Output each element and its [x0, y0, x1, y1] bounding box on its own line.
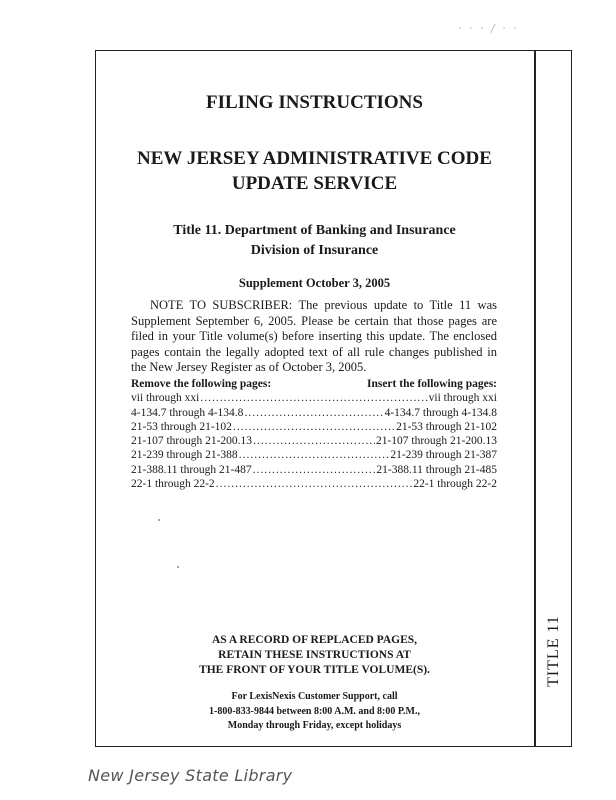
record-notice: [95, 633, 534, 678]
remove-range: vii through xxi: [131, 392, 200, 405]
remove-range: 21-388.11 through 21-487: [131, 463, 252, 476]
table-row: [131, 434, 497, 448]
dot-leader: [244, 406, 383, 420]
title-tab-strip: [534, 50, 572, 747]
insert-range: vii through xxi: [428, 392, 497, 405]
table-row: [131, 420, 497, 434]
code-title-line: NEW JERSEY ADMINISTRATIVE CODE: [137, 148, 492, 169]
table-row: [131, 448, 497, 462]
speck-mark: [177, 566, 179, 568]
dot-leader: [239, 448, 390, 462]
code-title-line: UPDATE SERVICE: [231, 173, 398, 194]
dot-leader: [233, 420, 395, 434]
page-heading: FILING INSTRUCTIONS: [206, 92, 423, 113]
title-line: Title 11. Department of Banking and Insurance: [173, 223, 456, 238]
insert-range: 4-134.7 through 4-134.8: [384, 406, 497, 419]
library-stamp: New Jersey State Library: [88, 766, 293, 785]
table-row: [131, 406, 497, 420]
speck-mark: [158, 519, 160, 521]
remove-range: 21-107 through 21-200.13: [131, 435, 253, 448]
support-notice: [95, 690, 534, 734]
insert-range: 21-388.11 through 21-485: [376, 463, 497, 476]
dot-leader: [253, 463, 376, 477]
remove-header: Remove the following pages:: [131, 378, 272, 390]
dot-leader: [253, 434, 375, 448]
table-row: [131, 391, 497, 405]
remove-range: 22-1 through 22-2: [131, 478, 215, 491]
support-notice-line: For LexisNexis Customer Support, call: [231, 691, 398, 702]
supplement-date: Supplement October 3, 2005: [238, 276, 391, 290]
title-tab-label: TITLE 11: [544, 615, 562, 687]
subscriber-note: NOTE TO SUBSCRIBER: The previous update to Title 11 was Supplement September 6, 2005. Please be certain that those pages are filed in your Title volume(s) before inserting this update. The enclosed pages contain the legally adopted text of all rule changes published in the New Jersey Register as of October 3, 2005.: [131, 298, 497, 374]
code-title: [95, 146, 534, 196]
dot-leader: [216, 477, 413, 491]
table-row: [131, 463, 497, 477]
support-notice-line: 1-800-833-9844 between 8:00 A.M. and 8:00 P.M.,: [208, 705, 420, 717]
margin-scribble: · · · / · ·: [458, 22, 519, 35]
title-block: [95, 221, 534, 261]
record-notice-line: RETAIN THESE INSTRUCTIONS AT: [218, 649, 411, 661]
table-row: [131, 477, 497, 491]
insert-range: 21-53 through 21-102: [396, 420, 497, 433]
dot-leader: [200, 391, 427, 405]
insert-range: 22-1 through 22-2: [413, 478, 497, 491]
pages-table: [131, 377, 497, 491]
insert-range: 21-239 through 21-387: [390, 449, 497, 462]
record-notice-line: THE FRONT OF YOUR TITLE VOLUME(S).: [199, 664, 430, 676]
pages-table-header: [131, 377, 497, 391]
insert-range: 21-107 through 21-200.13: [375, 435, 497, 448]
remove-range: 4-134.7 through 4-134.8: [131, 406, 244, 419]
remove-range: 21-53 through 21-102: [131, 420, 232, 433]
record-notice-line: AS A RECORD OF REPLACED PAGES,: [211, 634, 418, 646]
remove-range: 21-239 through 21-388: [131, 449, 238, 462]
insert-header: Insert the following pages:: [366, 378, 497, 390]
division-line: Division of Insurance: [250, 243, 379, 258]
support-notice-line: Monday through Friday, except holidays: [227, 720, 402, 731]
